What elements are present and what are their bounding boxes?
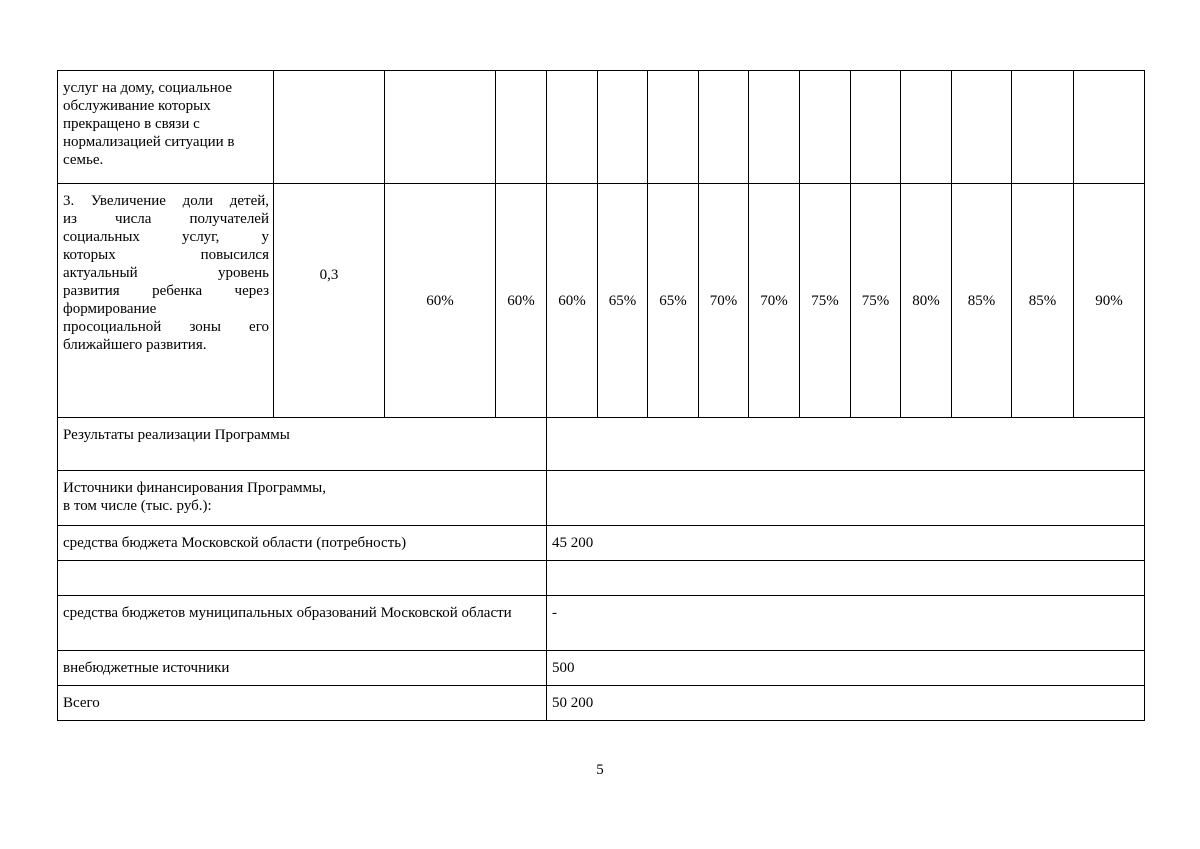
text-line: социальных услуг, у <box>63 229 269 245</box>
empty-cell <box>851 71 901 184</box>
text-line: ближайшего развития. <box>63 337 207 353</box>
text-line: обслуживание которых <box>63 98 211 114</box>
coefficient-cell: 0,3 <box>274 184 385 418</box>
extrabudgetary-label: внебюджетные источники <box>58 651 547 686</box>
total-value: 50 200 <box>547 686 1145 721</box>
base-value-cell: 60% <box>385 184 496 418</box>
year-value-cell: 60% <box>496 184 547 418</box>
municipal-budget-row <box>58 596 1145 651</box>
year-value-cell: 85% <box>1012 184 1074 418</box>
results-row <box>58 418 1145 471</box>
text-line: услуг на дому, социальное <box>63 80 233 96</box>
empty-row <box>58 561 1145 596</box>
year-value-cell: 85% <box>952 184 1012 418</box>
indicator-description <box>58 184 274 418</box>
year-value-cell: 75% <box>800 184 851 418</box>
extrabudgetary-value: 500 <box>547 651 1145 686</box>
funding-sources-row <box>58 471 1145 526</box>
empty-cell <box>901 71 952 184</box>
empty-label <box>58 561 547 596</box>
year-value-cell: 75% <box>851 184 901 418</box>
empty-cell <box>800 71 851 184</box>
text-line: прекращено в связи с <box>63 116 200 132</box>
year-value-cell: 70% <box>749 184 800 418</box>
empty-cell <box>648 71 699 184</box>
empty-cell <box>547 71 598 184</box>
funding-sources-value <box>547 471 1145 526</box>
empty-cell <box>952 71 1012 184</box>
text-line: 3. Увеличение доли детей, <box>63 193 269 209</box>
empty-cell <box>385 71 496 184</box>
indicator-row-continued <box>58 71 1145 184</box>
year-value-cell: 90% <box>1074 184 1145 418</box>
program-table <box>57 70 1145 721</box>
year-value-cell: 70% <box>699 184 749 418</box>
empty-cell <box>598 71 648 184</box>
municipal-budget-label: средства бюджетов муниципальных образований Московской области <box>58 596 547 651</box>
empty-cell <box>1012 71 1074 184</box>
empty-value <box>547 561 1145 596</box>
empty-cell <box>749 71 800 184</box>
text-line: которых повысился <box>63 247 269 263</box>
year-value-cell: 65% <box>648 184 699 418</box>
text-line: просоциальной зоны его <box>63 319 269 335</box>
municipal-budget-value: - <box>547 596 1145 651</box>
regional-budget-row <box>58 526 1145 561</box>
funding-sources-text: Источники финансирования Программы, в том числе (тыс. руб.): <box>63 480 326 514</box>
empty-cell <box>496 71 547 184</box>
year-value-cell: 60% <box>547 184 598 418</box>
results-value <box>547 418 1145 471</box>
total-row <box>58 686 1145 721</box>
empty-cell <box>699 71 749 184</box>
text-line: нормализацией ситуации в <box>63 134 235 150</box>
regional-budget-value: 45 200 <box>547 526 1145 561</box>
results-label: Результаты реализации Программы <box>58 418 547 471</box>
indicator-description <box>58 71 274 184</box>
regional-budget-label: средства бюджета Московской области (потребность) <box>58 526 547 561</box>
text-line: актуальный уровень <box>63 265 269 281</box>
empty-cell <box>1074 71 1145 184</box>
text-line: развития ребенка через <box>63 283 269 299</box>
page-number: 5 <box>596 762 604 778</box>
extrabudgetary-row <box>58 651 1145 686</box>
text-line: формирование <box>63 301 157 317</box>
text-line: из числа получателей <box>63 211 269 227</box>
year-value-cell: 65% <box>598 184 648 418</box>
text-line: семье. <box>63 152 104 168</box>
justified-text <box>63 192 269 354</box>
total-label: Всего <box>58 686 547 721</box>
indicator-row-3 <box>58 184 1145 418</box>
year-value-cell: 80% <box>901 184 952 418</box>
funding-sources-label <box>58 471 547 526</box>
empty-cell <box>274 71 385 184</box>
